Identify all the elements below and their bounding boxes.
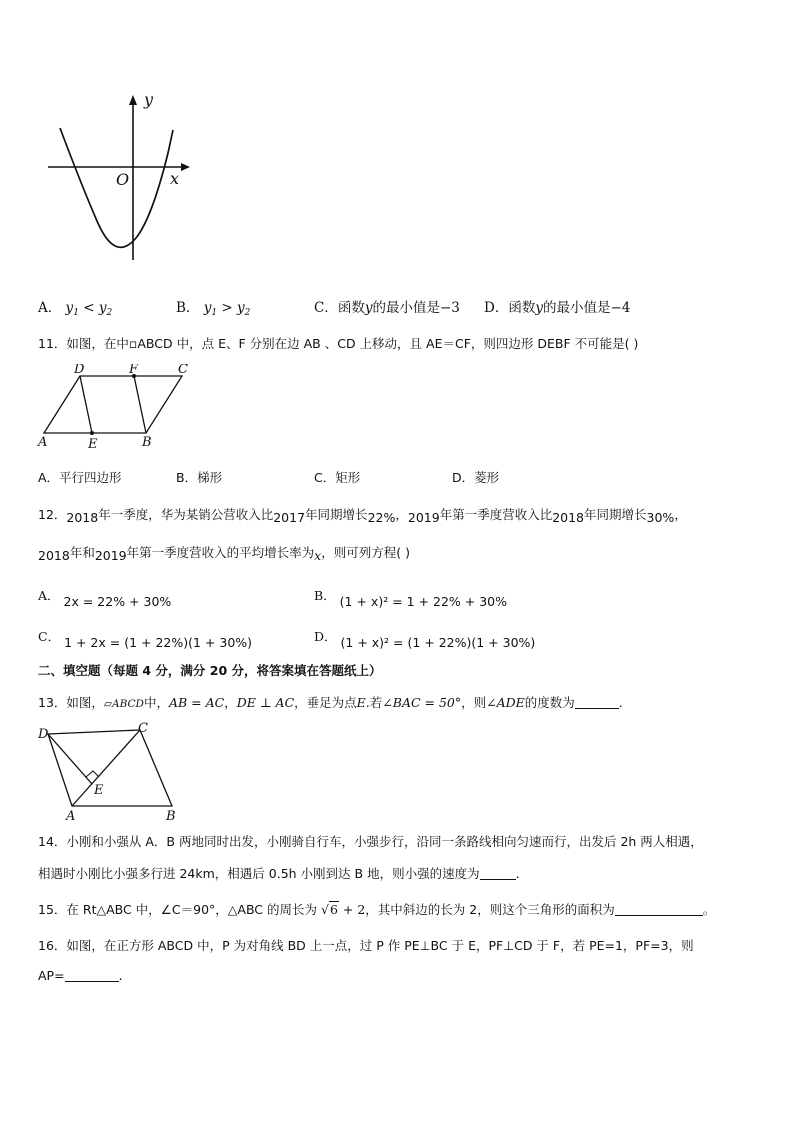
shape-name: ▱ABCD — [103, 698, 144, 710]
relation: > — [221, 300, 233, 316]
var-y: y — [98, 300, 107, 316]
sqrt-sign: √ — [320, 902, 329, 917]
x-axis-arrow — [181, 163, 190, 171]
sqrt-addend: + 2 — [338, 902, 366, 917]
option-letter: A． — [38, 300, 62, 316]
var-y: y — [203, 300, 212, 316]
answer-blank[interactable] — [480, 867, 516, 880]
q10-option-c — [314, 296, 460, 316]
equation: AB = AC — [168, 695, 225, 710]
option-text: 函数 — [508, 300, 536, 316]
var-y: y — [237, 300, 245, 316]
relation: < — [83, 300, 95, 316]
year: 2018 — [552, 510, 585, 525]
stem-text: . — [515, 866, 520, 881]
stem-text: ，垂足为点 — [294, 695, 357, 710]
q12-option-c — [38, 627, 253, 650]
var-y: y — [364, 300, 373, 316]
point-name: E — [356, 695, 366, 710]
option-equation: (1 + x)² = (1 + 22%)(1 + 30%) — [340, 635, 536, 650]
stem-text: 年一季度，华为某销公营收入比 — [98, 507, 274, 522]
equation: ∠BAC = 50° — [382, 695, 462, 710]
segment-bf — [134, 376, 146, 433]
stem-text: 相遇时小刚比小强多行进 24km，相遇后 0.5h 小刚到达 B 地，则小强的速度为 — [38, 866, 480, 881]
q12-option-a — [38, 586, 172, 609]
x-axis-label: x — [170, 169, 180, 188]
option-letter: C． — [314, 300, 338, 316]
equation: DE ⊥ AC — [236, 695, 295, 710]
stem-text: ， — [674, 507, 687, 522]
var-y: y — [65, 300, 74, 316]
stem-text: 的度数为 — [524, 695, 575, 710]
q16-stem-line2 — [38, 968, 123, 983]
q11-option-a: A．平行四边形 — [38, 470, 122, 485]
option-letter: B． — [176, 300, 200, 316]
stem-text: ， — [395, 507, 408, 522]
option-text: 的最小值是 — [542, 300, 611, 316]
stem-text: 年同期增长 — [584, 507, 647, 522]
q10-option-a — [38, 296, 112, 318]
q12-option-d — [314, 627, 536, 650]
segment-de — [80, 376, 92, 433]
y-axis-label: y — [144, 90, 154, 109]
stem-text: 年同期增长 — [305, 507, 368, 522]
label-a: A — [66, 809, 76, 822]
q12-stem-line1 — [38, 505, 687, 525]
y-axis-arrow — [129, 95, 137, 105]
parabola-graph — [40, 88, 200, 268]
subscript: 1 — [211, 308, 218, 318]
q12-option-b — [314, 586, 507, 609]
q16-stem-line1: 16．如图，在正方形 ABCD 中，P 为对角线 BD 上一点，过 P 作 PE⊥BC 于 E，PF⊥CD 于 F，若 PE=1，PF=3，则 — [38, 938, 694, 953]
percent: 30% — [646, 510, 675, 525]
stem-text: 年第一季度营收入的平均增长率为 — [126, 545, 315, 560]
label-c: C — [178, 364, 188, 377]
right-angle-mark — [86, 771, 99, 777]
q14-stem-line2 — [38, 864, 520, 882]
stem-text: AP= — [38, 968, 65, 983]
label-d: D — [38, 727, 49, 742]
year: 2019 — [94, 548, 127, 563]
stem-text: 年和 — [69, 545, 95, 560]
section-heading: 二、填空题（每题 4 分，满分 20 分，将答案填在答题纸上） — [38, 663, 382, 678]
stem-text: 13．如图， — [38, 695, 104, 710]
parallelogram-abcd — [48, 730, 172, 806]
year: 2017 — [273, 510, 306, 525]
stem-text: .若 — [365, 695, 383, 710]
option-equation: (1 + x)² = 1 + 22% + 30% — [339, 594, 507, 609]
option-equation: 2x = 22% + 30% — [63, 594, 172, 609]
option-value: −3 — [439, 300, 460, 316]
segment-de — [48, 734, 92, 784]
year: 2018 — [38, 548, 70, 563]
label-e: E — [88, 437, 98, 450]
q11-option-b: B．梯形 — [176, 470, 223, 485]
option-text: 函数 — [337, 300, 365, 316]
stem-text: . — [118, 968, 123, 983]
option-value: −4 — [610, 300, 631, 316]
q11-stem: 11．如图，在中▫ABCD 中，点 E、F 分别在边 AB 、CD 上移动，且 AE＝CF，则四边形 DEBF 不可能是( ) — [38, 336, 639, 351]
var-x: x — [314, 548, 322, 563]
q14-stem-line1: 14．小刚和小强从 A．B 两地同时出发，小刚骑自行车，小强步行，沿同一条路线相向匀速而行，出发后 2h 两人相遇， — [38, 834, 703, 849]
point-e — [90, 431, 94, 435]
q11-parallelogram-figure — [36, 364, 196, 450]
label-d: D — [74, 364, 85, 377]
q15-stem — [38, 900, 715, 918]
diagonal-ac — [72, 730, 140, 806]
option-equation: 1 + 2x = (1 + 22%)(1 + 30%) — [64, 635, 253, 650]
q10-option-b — [176, 296, 250, 318]
q11-option-d: D．菱形 — [452, 470, 500, 485]
stem-text: ，则可列方程( ) — [321, 545, 410, 560]
stem-text: 年第一季度营收入比 — [439, 507, 553, 522]
stem-text: 。 — [702, 902, 716, 917]
option-letter: D． — [314, 629, 337, 644]
label-c: C — [138, 721, 148, 736]
stem-text: . — [618, 695, 623, 710]
sqrt-radicand: 6 — [329, 902, 338, 917]
q12-stem-line2 — [38, 543, 410, 563]
subscript: 2 — [244, 308, 251, 318]
year: 2019 — [407, 510, 440, 525]
label-a: A — [38, 435, 48, 450]
equation: ∠ADE — [486, 695, 525, 710]
option-letter: D． — [484, 300, 509, 316]
origin-label: O — [116, 170, 130, 189]
percent: 22% — [367, 510, 396, 525]
parallelogram-abcd — [44, 376, 182, 433]
option-letter: C． — [38, 629, 61, 644]
label-b: B — [166, 809, 176, 822]
answer-blank[interactable] — [65, 969, 119, 982]
subscript: 2 — [106, 308, 113, 318]
q10-option-d — [484, 296, 630, 316]
stem-text: 中， — [143, 695, 169, 710]
question-number: 12． — [38, 507, 67, 522]
stem-text: ，其中斜边的长为 2，则这个三角形的面积为 — [365, 902, 615, 917]
stem-text: ， — [224, 695, 237, 710]
var-y: y — [535, 300, 543, 316]
option-text: 的最小值是 — [372, 300, 440, 316]
q11-option-c: C．矩形 — [314, 470, 361, 485]
option-letter: B． — [314, 588, 336, 603]
stem-text: ，则 — [461, 695, 487, 710]
sqrt-expression — [321, 901, 365, 917]
answer-blank[interactable] — [575, 696, 619, 709]
year: 2018 — [66, 510, 99, 525]
label-b: B — [142, 435, 152, 450]
q13-stem — [38, 693, 623, 711]
label-f: F — [129, 364, 139, 377]
q13-parallelogram-figure — [34, 720, 184, 822]
label-e: E — [94, 783, 104, 798]
subscript: 1 — [73, 308, 79, 318]
option-letter: A． — [38, 588, 60, 603]
stem-text: 15．在 Rt△ABC 中，∠C＝90°，△ABC 的周长为 — [38, 902, 317, 917]
answer-blank[interactable] — [615, 903, 703, 916]
